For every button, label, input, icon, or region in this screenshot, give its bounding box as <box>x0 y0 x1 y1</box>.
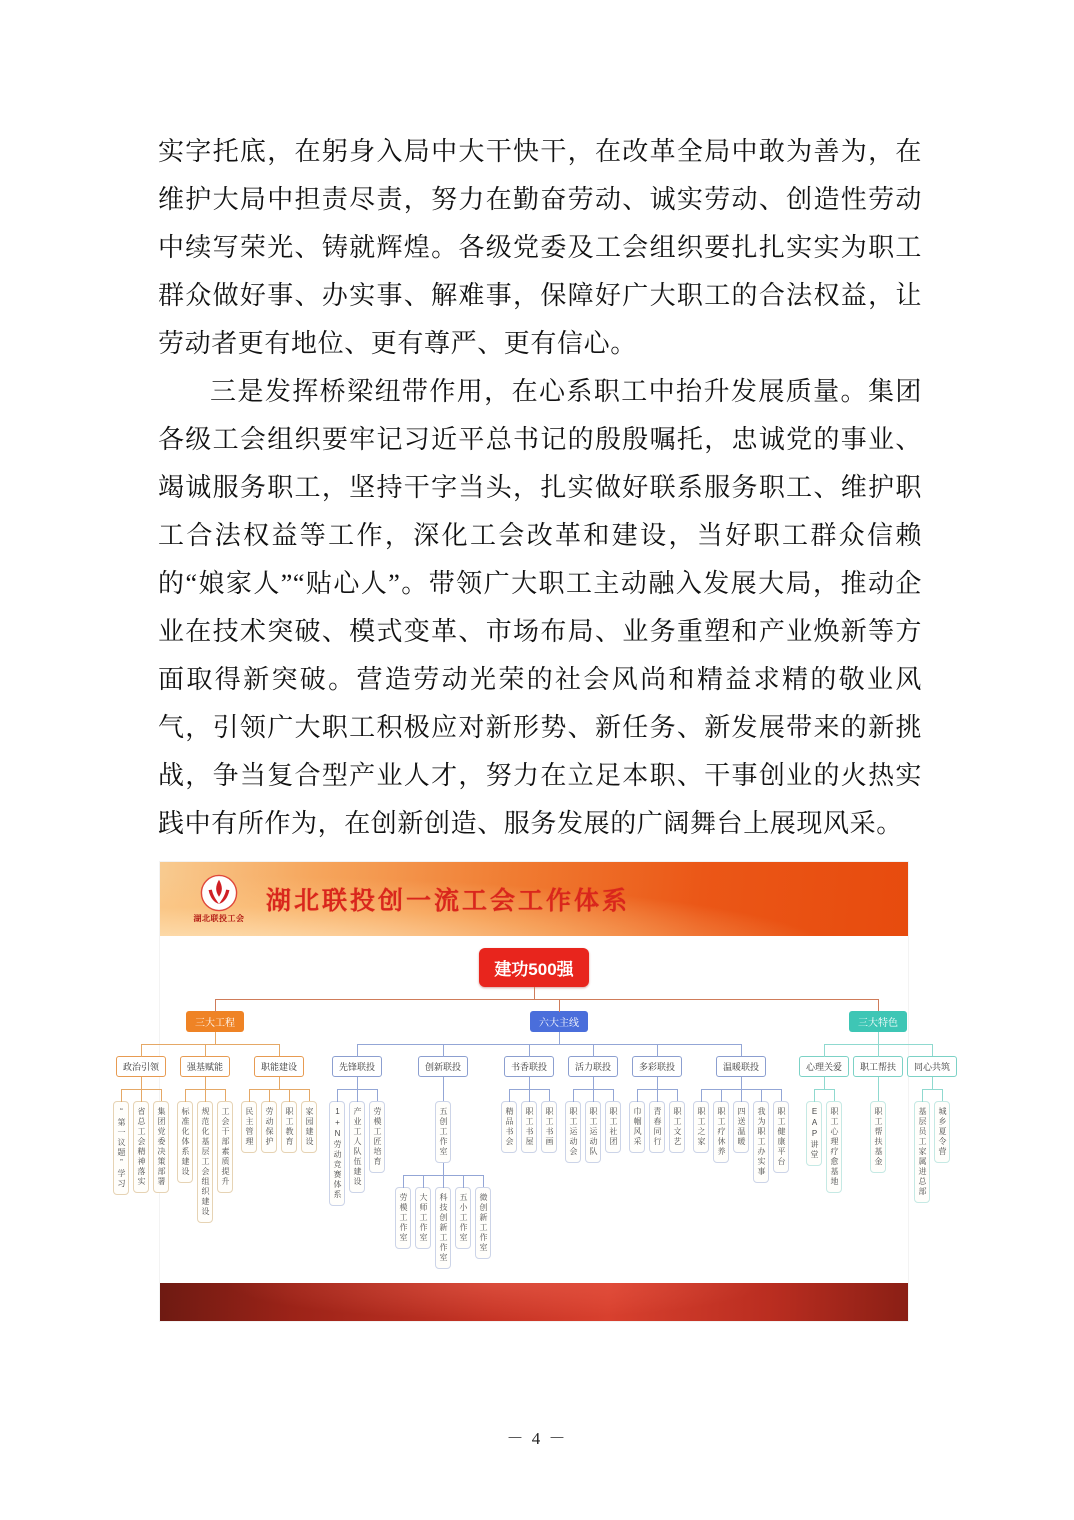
org-chart <box>116 936 951 1283</box>
org-leaf-node: 大师工作室 <box>415 1187 431 1249</box>
org-leaf-item <box>868 1089 888 1173</box>
org-leaf-list <box>499 1077 559 1153</box>
org-group-item <box>625 1044 689 1153</box>
org-root-item <box>105 948 963 1269</box>
org-leaf-item <box>647 1089 667 1153</box>
org-leaf-node: 劳模工匠培育 <box>369 1101 385 1173</box>
figure-title: 湖北联投创一流工会工作体系 <box>266 887 631 915</box>
org-leaf-item <box>215 1089 235 1193</box>
org-leaf-item <box>667 1089 687 1153</box>
org-leaf-item <box>111 1089 131 1195</box>
org-leaf-item <box>499 1089 519 1153</box>
org-group-node: 心理关爱 <box>799 1056 849 1077</box>
org-leaf-node: 五创工作室 <box>435 1101 451 1163</box>
org-root-list <box>105 948 963 1269</box>
org-leaf-node: “第一议题”学习 <box>113 1101 129 1195</box>
org-leaf-node: 劳动保护 <box>261 1101 277 1153</box>
org-leaf-item <box>151 1089 171 1193</box>
org-group-item <box>905 1044 959 1203</box>
org-leaf-list <box>912 1077 952 1203</box>
org-leaf-item <box>751 1089 771 1183</box>
org-leaf-node: 青春同行 <box>649 1101 665 1153</box>
org-leaf-item <box>259 1089 279 1153</box>
org-leaf-node: 职工社团 <box>605 1101 621 1153</box>
org-leaf-item <box>731 1089 751 1153</box>
org-group-node: 创新联投 <box>418 1056 468 1077</box>
org-leaf-node: 职工帮扶基金 <box>870 1101 886 1173</box>
org-leaf-node: 标准化体系建设 <box>177 1101 193 1183</box>
org-leaf-item <box>583 1089 603 1163</box>
org-leaf-item <box>175 1089 195 1183</box>
org-leaf-list <box>391 1077 495 1269</box>
org-group-node: 同心共筑 <box>907 1056 957 1077</box>
org-leaf-node: 职工教育 <box>281 1101 297 1153</box>
org-leaf-list <box>563 1077 623 1163</box>
org-leaf-item <box>327 1089 347 1206</box>
org-leaf-node: 1+N劳动竞赛体系 <box>329 1101 345 1206</box>
org-leaf-item <box>279 1089 299 1153</box>
org-leaf-item <box>563 1089 583 1163</box>
org-leaf-item <box>393 1175 413 1249</box>
org-leaf-item <box>433 1175 453 1269</box>
org-leaf-list <box>239 1077 319 1153</box>
org-branch-list <box>107 987 961 1269</box>
org-branch-item <box>323 999 795 1269</box>
org-leaf-node: 职工运动会 <box>565 1101 581 1163</box>
org-leaf-node: 我为职工办实事 <box>753 1101 769 1183</box>
org-group-item <box>237 1044 321 1153</box>
org-leaf-item <box>804 1089 824 1166</box>
org-leaf-item <box>195 1089 215 1223</box>
org-group-item <box>497 1044 561 1153</box>
org-group-item <box>797 1044 851 1193</box>
org-leaf-item <box>347 1089 367 1193</box>
org-leaf-item <box>932 1089 952 1163</box>
org-group-node: 书香联投 <box>504 1056 554 1077</box>
org-group-item <box>173 1044 237 1223</box>
org-group-node: 活力联投 <box>568 1056 618 1077</box>
org-leaf-item <box>603 1089 623 1153</box>
org-leaf-item <box>912 1089 932 1203</box>
org-leaf-node: 产业工人队伍建设 <box>349 1101 365 1193</box>
org-leaf-node: 五小工作室 <box>455 1187 471 1249</box>
org-group-item <box>109 1044 173 1195</box>
org-leaf-item <box>519 1089 539 1153</box>
org-group-list <box>109 1032 321 1223</box>
org-leaf-item <box>539 1089 559 1153</box>
org-group-item <box>325 1044 389 1206</box>
org-leaf-list <box>175 1077 235 1223</box>
embedded-figure <box>116 862 951 1321</box>
paragraph-2: 三是发挥桥梁纽带作用，在心系职工中抬升发展质量。集团各级工会组织要牢记习近平总书记的殷殷嘱托，忠诚党的事业、竭诚服务职工，坚持干字当头，扎实做好联系服务职工、维护职工合法权益等工作，深化工会改革和建设，当好职工群众信赖的“娘家人”“贴心人”。带领广大职工主动融入发展大局，推动企业在技术突破、模式变革、市场布局、业务重塑和产业焕新等方面取得新突破。营造劳动光荣的社会风尚和精益求精的敬业风气，引领广大职工积极应对新形势、新任务、新发展带来的新挑战，争当复合型产业人才，努力在立足本职、干事创业的火热实践中有所作为，在创新创造、服务发展的广阔舞台上展现风采。 <box>158 377 922 838</box>
org-branch-item <box>107 999 323 1223</box>
org-leaf-node: 职工运动队 <box>585 1101 601 1163</box>
org-leaf-node: 精品书会 <box>501 1101 517 1153</box>
org-branch-node: 三大特色 <box>849 1011 907 1032</box>
logo-caption: 湖北联投工会 <box>193 914 245 923</box>
org-leaf-item <box>239 1089 259 1153</box>
org-root-node: 建功500强 <box>479 948 588 987</box>
org-leaf-item <box>391 1089 495 1269</box>
org-leaf-item <box>473 1175 493 1259</box>
org-branch-node: 三大工程 <box>186 1011 244 1032</box>
org-leaf-item <box>299 1089 319 1153</box>
org-leaf-node: EAP讲堂 <box>806 1101 822 1166</box>
body-text <box>158 128 922 848</box>
org-leaf-node: 职工心理疗愈基地 <box>826 1101 842 1193</box>
org-leaf-node: 工会干部素质提升 <box>217 1101 233 1193</box>
org-group-node: 先锋联投 <box>332 1056 382 1077</box>
org-leaf-list <box>804 1077 844 1193</box>
org-leaf-list <box>327 1077 387 1206</box>
org-leaf-item <box>711 1089 731 1163</box>
org-group-node: 职能建设 <box>254 1056 304 1077</box>
org-leaf-node: 职工健康平台 <box>773 1101 789 1173</box>
org-group-node: 多彩联投 <box>632 1056 682 1077</box>
org-branch-item <box>795 999 961 1203</box>
org-leaf-item <box>627 1089 647 1153</box>
org-group-item <box>561 1044 625 1163</box>
org-group-node: 政治引领 <box>116 1056 166 1077</box>
paragraph-1: 实字托底，在躬身入局中大干快干，在改革全局中敢为善为，在维护大局中担责尽责，努力在勤奋劳动、诚实劳动、创造性劳动中续写荣光、铸就辉煌。各级党委及工会组织要扎扎实实为职工群众做好事、办实事、解难事，保障好广大职工的合法权益，让劳动者更有地位、更有尊严、更有信心。 <box>158 137 922 358</box>
org-leaf-list <box>868 1077 888 1173</box>
org-leaf-node: 四送温暖 <box>733 1101 749 1153</box>
org-group-item <box>389 1044 497 1269</box>
org-group-list <box>797 1032 959 1203</box>
org-subleaf-list <box>393 1163 493 1269</box>
org-group-list <box>325 1032 793 1269</box>
org-leaf-node: 职工文艺 <box>669 1101 685 1153</box>
org-leaf-list <box>111 1077 171 1195</box>
org-leaf-node: 民主管理 <box>241 1101 257 1153</box>
org-leaf-node: 职工疗休养 <box>713 1101 729 1163</box>
org-leaf-node: 微创新工作室 <box>475 1187 491 1259</box>
org-leaf-item <box>413 1175 433 1249</box>
org-leaf-list <box>691 1077 791 1183</box>
org-leaf-item <box>691 1089 711 1153</box>
org-leaf-item <box>367 1089 387 1173</box>
org-group-node: 职工帮扶 <box>853 1056 903 1077</box>
org-leaf-node: 职工之家 <box>693 1101 709 1153</box>
org-leaf-node: 省总工会精神落实 <box>133 1101 149 1193</box>
org-leaf-node: 职工书屋 <box>521 1101 537 1153</box>
org-leaf-node: 城乡夏令营 <box>934 1101 950 1163</box>
figure-footer-band <box>160 1283 908 1321</box>
org-leaf-item <box>824 1089 844 1193</box>
org-leaf-node: 集团党委决策部署 <box>153 1101 169 1193</box>
org-leaf-node: 科技创新工作室 <box>435 1187 451 1269</box>
org-group-node: 温暖联投 <box>716 1056 766 1077</box>
org-leaf-item <box>131 1089 151 1193</box>
page-number: － 4 － <box>506 1429 568 1448</box>
org-group-item <box>689 1044 793 1183</box>
org-leaf-item <box>771 1089 791 1173</box>
org-leaf-node: 巾帼风采 <box>629 1101 645 1153</box>
org-leaf-node: 规范化基层工会组织建设 <box>197 1101 213 1223</box>
org-leaf-node: 职工书画 <box>541 1101 557 1153</box>
org-leaf-node: 劳模工作室 <box>395 1187 411 1249</box>
org-leaf-list <box>627 1077 687 1153</box>
org-leaf-node: 基层员工家属进总部 <box>914 1101 930 1203</box>
logo-emblem-icon <box>200 874 238 912</box>
org-group-node: 强基赋能 <box>180 1056 230 1077</box>
org-leaf-node: 家园建设 <box>301 1101 317 1153</box>
org-branch-node: 六大主线 <box>530 1011 588 1032</box>
figure-banner <box>160 862 908 936</box>
org-group-item <box>851 1044 905 1173</box>
union-logo <box>186 874 252 924</box>
org-leaf-item <box>453 1175 473 1249</box>
